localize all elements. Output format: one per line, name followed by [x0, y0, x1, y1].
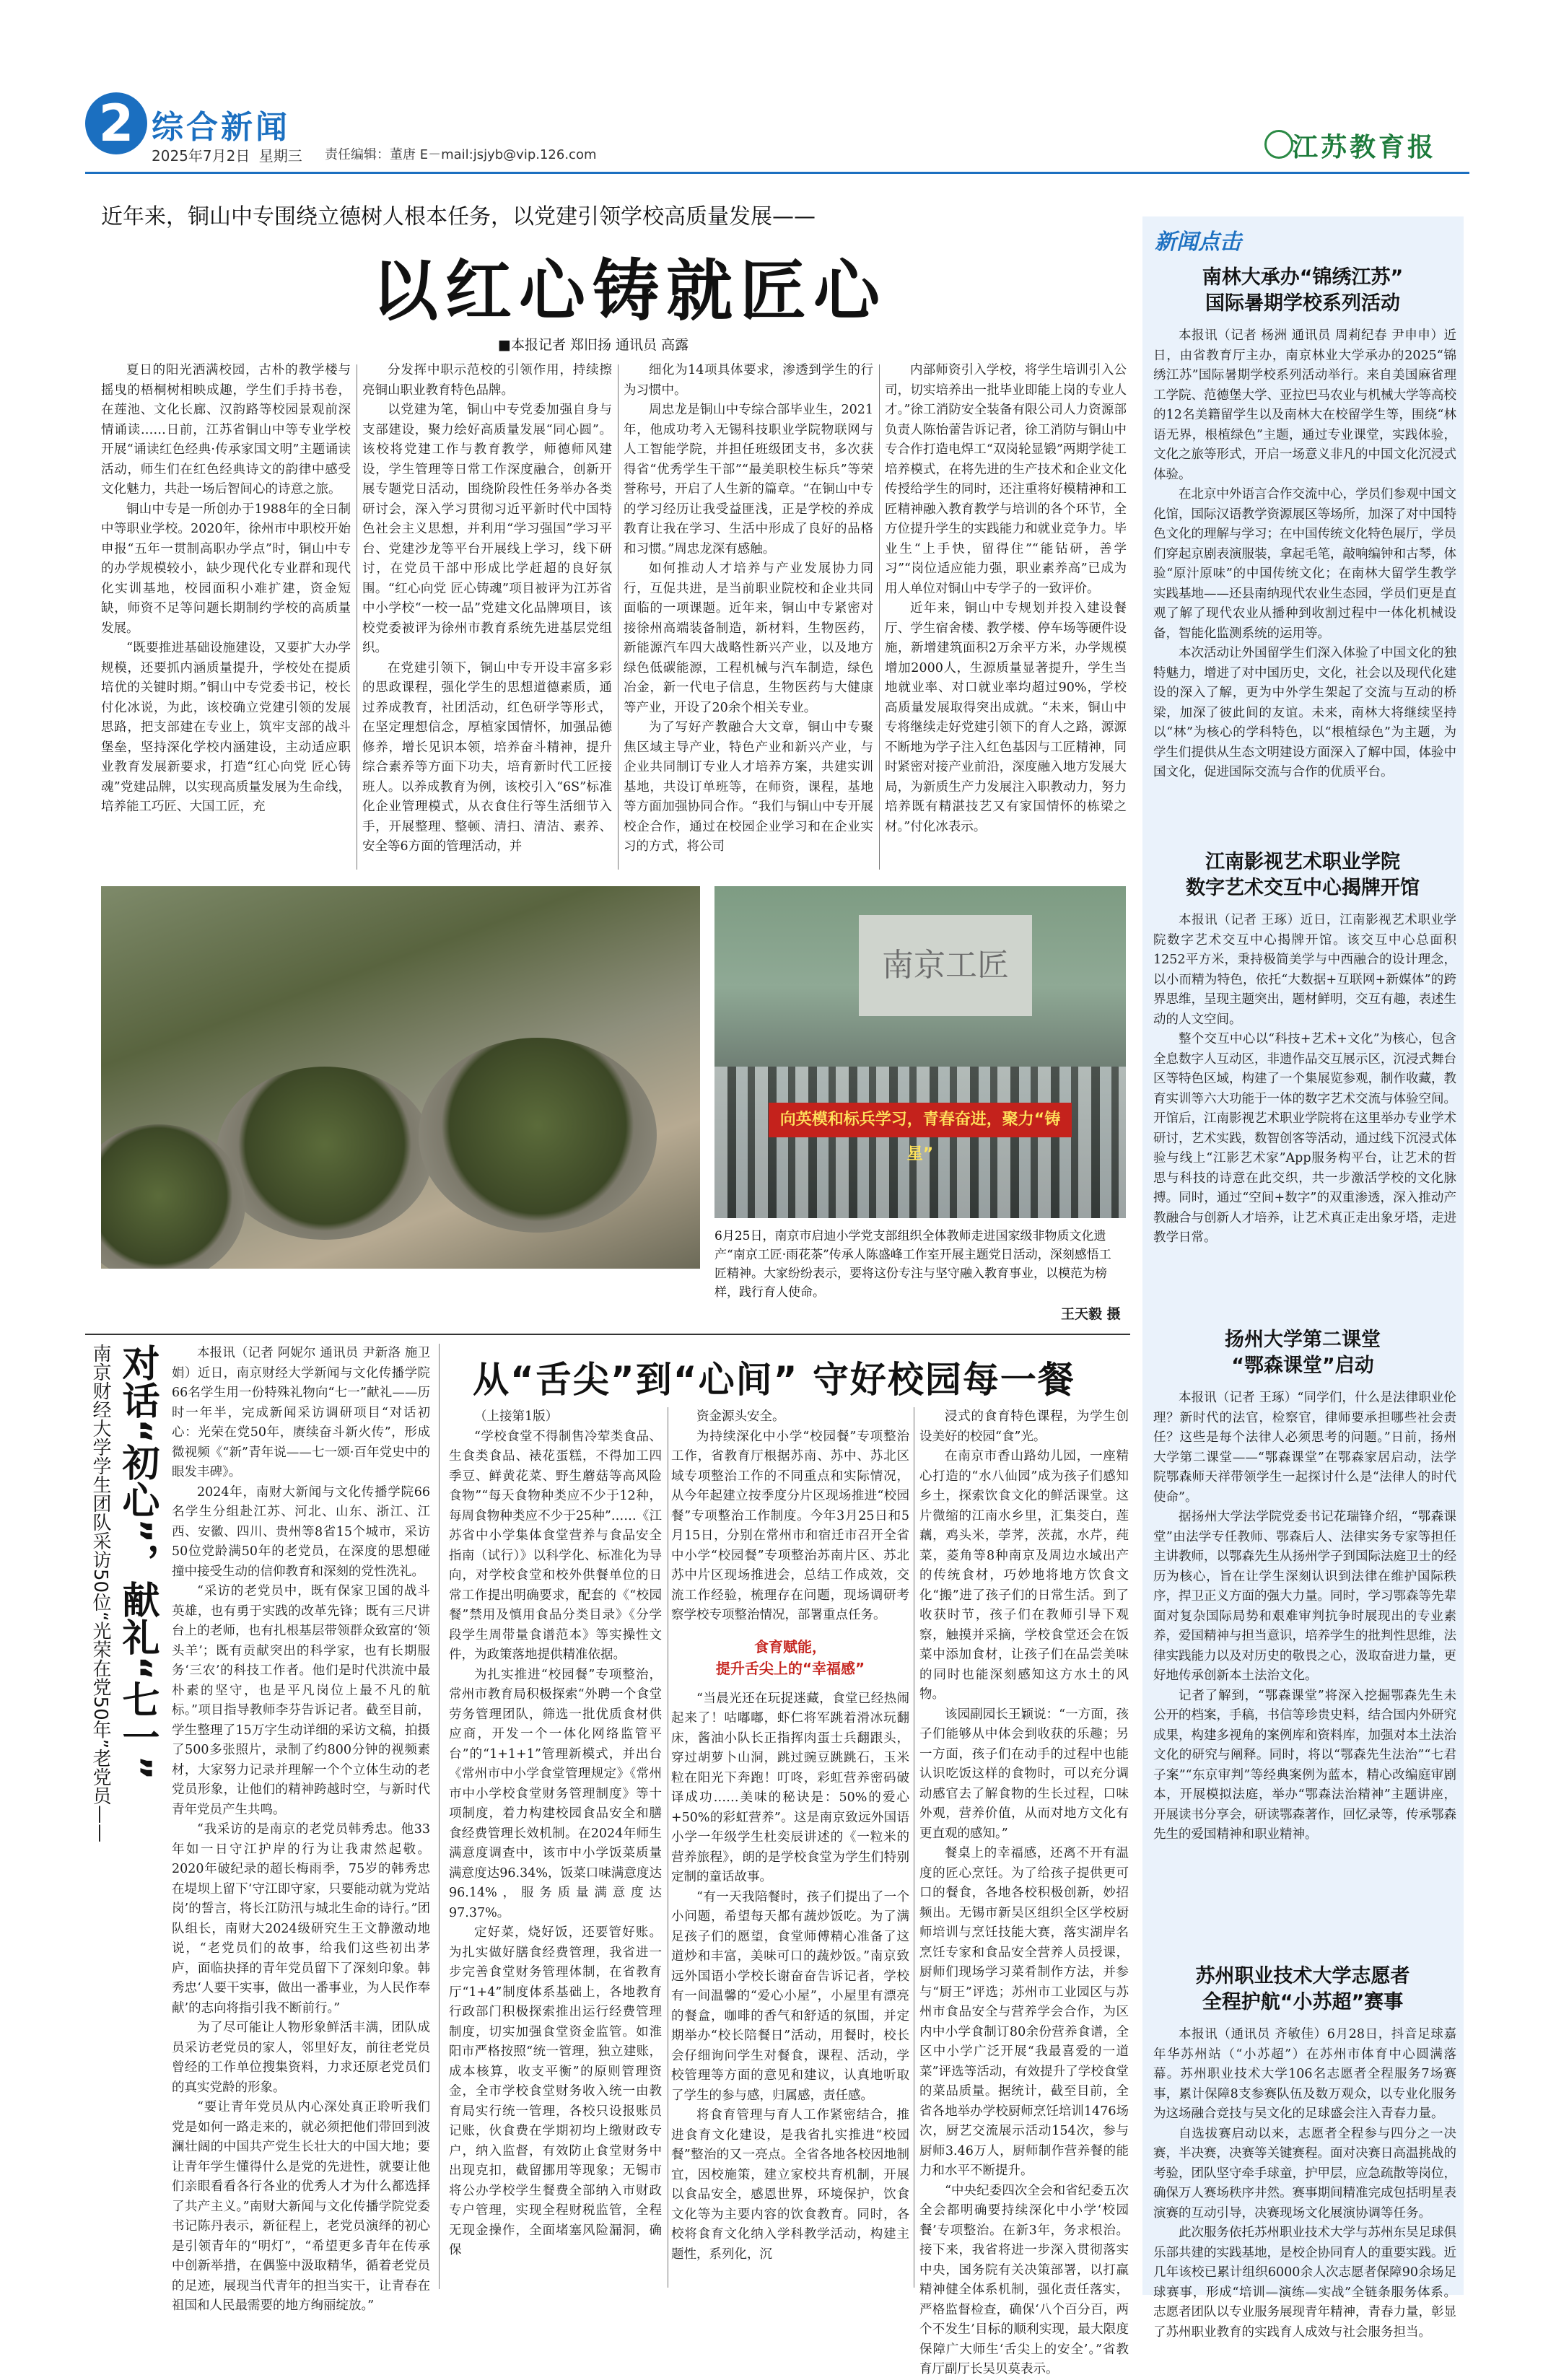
lead-kicker: 近年来，铜山中专围绕立德树人根本任务，以党建引领学校高质量发展—— — [101, 204, 816, 229]
food-column-3: 浸式的食育特色课程，为学生创设美好的校园“食”光。 在南京市香山路幼儿园，一座精心打造的“水八仙园”成为孩子们感知乡土，探索饮食文化的鲜活课堂。这片微缩的江南水乡里，汇集茭白，莲藕，鸡头米，荸荠，茨菰，水芹，莼菜，菱角等8种南京及周边水域出产的传统食材，巧妙地将地方饮食文化“搬”进了孩子们的日常生活。到了收获时节，孩子们在教师引导下观察，触摸并采摘，学校食堂还会在饭菜中添加食材，让孩子们在品尝美味的同时也能深刻感知这方水土的风物。 该园副园长王颖说：“一方面，孩子们能够从中体会到收获的乐趣；另一方面，孩子们在动手的过程中也能认识吃饭这样的食物时，可以充分调动感官去了解食物的生长过程，口味外观，营养价值，从而对地方文化有更直观的感知。” 餐桌上的幸福感，还离不开有温度的匠心烹饪。为了给孩子提供更可口的餐食，各地各校积极创新，妙招频出。无锡市新吴区组织全区学校厨师培训与烹饪技能大赛，落实湖岸名烹饪专家和食品安全营养人员授课，厨师们现场学习菜肴制作方法，并参与“厨王”评选；苏州市工业园区与苏州市食品安全与营养学会合作，为区内中小学食制订80余份营养食谱，全区中小学广泛开展“我最喜爱的一道菜”评选等活动，有效提升了学校食堂的菜品质量。据统计，截至目前，全省各地举办学校厨师烹饪培训1476场次，厨艺交流展示活动154次，参与厨师3.46万人，厨师制作营养餐的能力和水平不断提升。 “中央纪委四次全会和省纪委五次全会都明确要持续深化中小学‘校园餐’专项整治。在新3年，务求根治。接下来，我省将进一步深入贯彻落实中央，国务院有关决策部署，以打赢精神健全体系机制，强化责任落实，严格监督检查，确保‘八个百分百，两个不发生’目标的顺利实现，最大限度保障广大师生‘舌尖上的安全’。”省教育厅副厅长吴贝莫表示。 — [919, 1409, 1129, 2376]
feature-subhead: 南京财经大学学生团队采访50位“光荣在党50年”老党员—— — [89, 1344, 111, 1843]
sidebar-story-4-title-b: 全程护航“小苏超”赛事 — [1202, 1991, 1404, 2013]
food-headline: 从“舌尖”到“心间” 守好校园每一餐 — [473, 1359, 1075, 1401]
photo-sign: 南京工匠 — [859, 915, 1032, 1016]
feature-body: 本报讯（记者 阿妮尔 通讯员 尹新洛 施卫娟）近日，南京财经大学新闻与文化传播学院66名学生用一份特殊礼物向“七一”献礼——历时一年半，完成新闻采访调研项目“对话初心：光荣在党50年，赓续奋斗新火传”，形成微视频《“新”青年说——七一颂·百年党史中的眼发丰碑》。 2024年，南财大新闻与文化传播学院66名学生分组赴江苏、河北、山东、浙江、江西、安徽、四川、贵州等8省15个城市，采访50位党龄满50年的老党员，在深度的思想碰撞中接受生动的信仰教育和深刻的党性洗礼。 “采访的老党员中，既有保家卫国的战斗英雄，也有勇于实践的改革先锋；既有三尺讲台上的老师，也有扎根基层带领群众致富的‘领头羊’；既有贡献突出的科学家，也有长期服务‘三农’的科技工作者。他们是时代洪流中最朴素的坚守，也是平凡岗位上最不凡的航标。”项目指导教师李芬告诉记者。截至目前，学生整理了15万字生动详细的采访文稿，拍摄了500多张照片，录制了约800分钟的视频素材，大家努力记录并理解一个个立体生动的老党员形象，让他们的精神跨越时空，与新时代青年党员产生共鸣。 “我采访的是南京的老党员韩秀忠。他33年如一日守江护岸的行为让我肃然起敬。2020年破纪录的超长梅雨季，75岁的韩秀忠在堤坝上留下‘守江即守家，只要能动就为党站岗’的誓言，将长江防汛与城北生命的诗行。”团队组长，南财大2024级研究生王文静激动地说，“老党员们的故事，给我们这些初出茅庐，面临抉择的青年党员留下了深刻印象。韩秀忠‘人要干实事，做出一番事业，为人民作奉献’的志向将指引我不断前行。” 为了尽可能让人物形象鲜活丰满，团队成员采访老党员的家人，邻里好友，前往老党员曾经的工作单位搜集资料，力求还原老党员们的真实党龄的形象。 “要让青年党员从内心深处真正聆听我们党是如何一路走来的，就必须把他们带回到波澜壮阔的中国共产党生长壮大的中国大地；要让青年学生懂得什么是党的先进性，就要让他们亲眼看看各行各业的优秀人才为什么都选择了共产主义。”南财大新闻与文化传播学院党委书记陈丹表示，新征程上，老党员演绎的初心是引领青年的“明灯”，“希望更多青年在传承中创新举措，在偶鉴中汲取精华，循着老党员的足迹，展现当代青年的担当实干，让青春在祖国和人民最需要的地方绚丽绽放。” — [172, 1346, 430, 2313]
food-subhead — [671, 1636, 909, 1679]
lead-column-2: 分发挥中职示范校的引领作用，持续擦亮铜山职业教育特色品牌。 以党建为笔，铜山中专党委加强自身与支部建设，聚力绘好高质量发展“同心圆”。该校将党建工作与教育教学，师德师风建设，学生管理等日常工作深度融合，创新开展专题党日活动，围绕阶段性任务举办各类研讨会，深入学习贯彻习近平新时代中国特色社会主义思想，并利用“学习强国”学习平台、党建沙龙等平台开展线上学习，线下研讨，在党员干部中形成比学赶超的良好氛围。“红心向党 匠心铸魂”项目被评为江苏省中小学校“一校一品”党建文化品牌项目，该校党委被评为徐州市教育系统先进基层党组织。 在党建引领下，铜山中专开设丰富多彩的思政课程，强化学生的思想道德素质，通过养成教育，社团活动，红色研学等形式，在坚定理想信念，厚植家国情怀，加强品德修养，增长见识本领，培养奋斗精神，提升综合素养等方面下功夫，培育新时代工匠接班人。以养成教育为例，该校引入“6S”标准化企业管理模式，从衣食住行等生活细节入手，开展整理、整顿、清扫、清洁、素养、安全等6方面的管理活动，并 — [362, 363, 612, 854]
food-subhead-line-1: 食育赋能， — [754, 1637, 826, 1655]
lead-column-1: 夏日的阳光洒满校园，古朴的教学楼与摇曳的梧桐树相映成趣，学生们手持书卷，在莲池、文化长廊、汉韵路等校园景观前深情诵读……日前，江苏省铜山中等专业学校开展“诵读红色经典·传承家国文明”主题诵读活动，师生们在红色经典诗文的韵律中感受文化魅力，共赴一场后智间心的诗意之旅。 铜山中专是一所创办于1988年的全日制中等职业学校。2020年，徐州市中职校开始申报“五年一贯制高职办学点”时，铜山中专的办学规模较小，缺少现代化专业群和现代化实训基地，校园面积小难扩建，资金短缺，师资不足等问题长期制约学校的高质量发展。 “既要推进基础设施建设，又要扩大办学规模，还要抓内涵质量提升，学校处在提质培优的关键时期。”铜山中专党委书记，校长付化冰说，为此，该校确立党建引领的发展思路，把支部建在专业上，筑牢支部的战斗堡垒，坚持深化学校内涵建设，主动适应职业教育发展新要求，打造“红心向党 匠心铸魂”党建品牌，以实现高质量发展为生命线，培养能工巧匠、大国工匠，充 — [101, 363, 351, 814]
tea-craft-photo — [101, 886, 700, 1269]
lead-column-3: 细化为14项具体要求，渗透到学生的行为习惯中。 周忠龙是铜山中专综合部毕业生，2021年，他成功考入无锡科技职业学院物联网与人工智能学院，并担任班级团支书，多次获得省“优秀学生干部”“最美职校生标兵”等荣誉称号，开启了人生新的篇章。“在铜山中专的学习经历让我受益匪浅，正是学校的养成教育让我在学习、生活中形成了良好的品格和习惯。”周忠龙深有感触。 如何推动人才培养与产业发展协力同行，互促共进，是当前职业院校和企业共同面临的一项课题。近年来，铜山中专紧密对接徐州高端装备制造，新材料，生物医药，新能源汽车四大战略性新兴产业，以及地方绿色低碳能源，工程机械与汽车制造，绿色冶金，新一代电子信息，生物医药与大健康等产业，开设了20余个相关专业。 为了写好产教融合大文章，铜山中专聚焦区域主导产业，特色产业和新兴产业，与企业共同制订专业人才培养方案，共建实训基地，共设订单班等，在师资，课程，基地等方面加强协同合作。“我们与铜山中专开展校企合作，通过在校园企业学习和在企业实习的方式，将公司 — [624, 363, 873, 854]
lead-column-4: 内部师资引入学校，将学生培训引入公司，切实培养出一批毕业即能上岗的专业人才。”徐工消防安全装备有限公司人力资源部负责人陈怡蕾告诉记者，徐工消防与铜山中专合作打造电焊工“双岗轮显锻”两期学徒工培养模式，在将先进的生产技术和企业文化传授给学生的同时，还注重将好模精神和工匠精神融入教育教学与培训的各个环节，全方位提升学生的实践能力和就业竞争力。毕业生“上手快，留得住”“能钻研，善学习”“岗位适应能力强，职业素养高”已成为用人单位对铜山中专学子的一致评价。 近年来，铜山中专规划并投入建设餐厅、学生宿舍楼、教学楼、停车场等硬件设施，新增建筑面积2万余平方米，办学规模增加2000人，生源质量显著提升，学生当地就业率、对口就业率均超过90%，学校高质量发展取得突出成就。“未来，铜山中专将继续走好党建引领下的育人之路，源源不断地为学子注入红色基因与工匠精神，同时紧密对接产业前沿，深度融入地方发展大局，为新质生产力发展注入职教动力，努力培养既有精湛技艺又有家国情怀的栋梁之材。”付化冰表示。 — [885, 363, 1127, 834]
sidebar-story-1-body: 本报讯（记者 杨洲 通讯员 周莉纪春 尹申申）近日，由省教育厅主办，南京林业大学承办的2025“锦绣江苏”国际暑期学校系列活动举行。来自美国麻省理工学院、范德堡大学、亚拉巴马农业与机械大学等高校的12名美籍留学生以及南林大在校留学生等，围绕“林语无界，根植绿色”主题，通过专业课堂，实践体验，文化之旅等形式，开启一场意义非凡的中国文化沉浸式体验。 在北京中外语言合作交流中心，学员们参观中国文化馆，国际汉语教学资源展区等场所，加深了对中国特色文化的理解与学习；在中国传统文化特色展厅，学员们穿起京剧表演服装，拿起毛笔，敲响编钟和古琴，体验“原汁原味”的中国传统文化；在南林大留学生教学实践基地——还县南纳现代农业生态园，学员们更是直观了解了现代农业从播种到收割过程中一体化机械设备，智能化监测系统的运用等。 本次活动让外国留学生们深入体验了中国文化的独特魅力，增进了对中国历史，文化，社会以及现代化建设的深入了解，更为中外学生架起了交流与互动的桥梁，加深了彼此间的友谊。未来，南林大将继续坚持以“林”为核心的学科特色，以“根植绿色”为主题，为学生们提供从生态文明建设方面深入了解中国，体验中国文化，促进国际交流与合作的优质平台。 — [1153, 328, 1456, 779]
photo-credit: 王天毅 摄 — [1061, 1306, 1121, 1322]
sidebar-story-4-body: 本报讯（通讯员 齐敏佳）6月28日，抖音足球嘉年华苏州站（“小苏超”）在苏州市体育中心圆满落幕。苏州职业技术大学106名志愿者全程服务7场赛事，累计保障8支参赛队伍及数万观众，以专业化服务为这场融合竞技与吴文化的足球盛会注入青春力量。 自选拔赛启动以来，志愿者全程参与四分之一决赛，半决赛，决赛等关键赛程。面对决赛日高温挑战的考验，团队坚守牵手球童，护甲层，应急疏散等岗位，确保万人赛场秩序井然。赛事期间精准完成包括明星表演赛的互动引导，决赛现场文化展演协调等任务。 此次服务依托苏州职业技术大学与苏州东吴足球俱乐部共建的实践基地，是校企协同育人的重要实践。近几年该校已累计组织6000余人次志愿者保障90余场足球赛事，形成“培训—演练—实战”全链条服务体系。志愿者团队以专业服务展现青年精神，青春力量，彰显了苏州职业教育的实践育人成效与社会服务担当。 — [1153, 2027, 1456, 2340]
sidebar-story-3-title-a: 扬州大学第二课堂 — [1225, 1329, 1381, 1351]
sidebar-story-4-title-a: 苏州职业技术大学志愿者 — [1195, 1965, 1410, 1987]
group-photo — [714, 886, 1126, 1218]
food-column-1: （上接第1版） “学校食堂不得制售冷荤类食品、生食类食品、裱花蛋糕，不得加工四季豆、鲜黄花菜、野生蘑菇等高风险食物”“每天食物种类应不少于12种，每周食物种类应不少于25种”……《江苏省中小学集体食堂营养与食品安全指南（试行）》以科学化、标准化为导向，对学校食堂和校外供餐单位的日常工作提出明确要求，配套的《“校园餐”禁用及慎用食品分类目录》《分学段学生周带量食谱范本》等实操性文件，为政策落地提供精准依据。 为扎实推进“校园餐”专项整治，常州市教育局积极探索“外聘一个食堂劳务管理团队，筛选一批优质食材供应商，开发一个一体化网络监管平台”的“1+1+1”管理新模式，并出台《常州市中小学食堂管理规定》《常州市中小学校食堂财务管理制度》等十项制度，着力构建校园食品安全和膳食经费管理长效机制。在2024年师生满意度调查中，该市中小学饭菜质量满意度达96.34%，饭菜口味满意度达96.14%，服务质量满意度达97.37%。 定好菜，烧好饭，还要管好账。为扎实做好膳食经费管理，我省进一步完善食堂财务管理体制，在省教育厅“1+4”制度体系基础上，各地教育行政部门积极探索推出运行经费管理制度，切实加强食堂资金监管。如淮阳市严格按照“统一管理，独立建账，成本核算，收支平衡”的原则管理资金，全市学校食堂财务收入统一由教育局实行统一管理，各校只设报账员记账，伙食费在学期初均上缴财政专户，纳入监督，有效防止食堂财务中出现克扣，截留挪用等现象；无锡市将公办学校学生餐费全部纳入市财政专户管理，实现全程财税监管，全程无现金操作，全面堵塞风险漏洞，确保 — [449, 1409, 662, 2257]
feature-headline: 对话“初心”，献礼“七一” — [115, 1344, 159, 1780]
sidebar-story-1-title-a: 南林大承办“锦绣江苏” — [1202, 266, 1404, 289]
issue-date: 2025年7月2日 星期三 — [152, 147, 302, 165]
sidebar-story-1-title-b: 国际暑期学校系列活动 — [1205, 292, 1400, 315]
editor-info: 责任编辑：董唐 E－mail:jsjyb@vip.126.com — [325, 147, 597, 162]
photo-caption: 6月25日，南京市启迪小学党支部组织全体教师走进国家级非物质文化遗产“南京工匠·雨花茶”传承人陈盛峰工作室开展主题党日活动，深刻感悟工匠精神。大家纷纷表示，要将这份专注与坚守融入教育事业，以模范为榜样，践行育人使命。 — [714, 1229, 1111, 1300]
newspaper-logo-icon — [1264, 130, 1293, 159]
sidebar-header: 新闻点击 — [1155, 229, 1241, 255]
masthead-rule — [85, 172, 1469, 174]
sidebar-story-3-body: 本报讯（记者 王琢）“同学们，什么是法律职业伦理？新时代的法官，检察官，律师要承担哪些社会责任？这些是每个法律人必须思考的问题。”日前，扬州大学第二课堂——“鄂森课堂”在鄂森家居启动，法学院鄂森师天祥带领学生一起探讨什么是“法律人的时代使命”。 据扬州大学法学院党委书记花瑞锋介绍，“鄂森课堂”由法学专任教师、鄂森后人、法律实务专家等担任主讲教师，以鄂森先生从扬州学子到国际法庭卫士的经历为核心，旨在让学生深刻认识到法律在维护国际秩序，捍卫正义方面的强大力量。同时，学习鄂森等先辈面对复杂国际局势和艰难审判抗争时展现出的专业素养，爱国精神与担当意识，培养学生的批判性思维，法律实践能力以及对历史的敬畏之心，汲取奋进力量，更好地传承创新本土法治文化。 记者了解到，“鄂森课堂”将深入挖掘鄂森先生未公开的档案，手稿，书信等珍贵史料，结合国内外研究成果，构建多视角的案例库和资料库，加强对本土法治文化的研究与阐释。同时，将以“鄂森先生法治”“七君子案”“东京审判”等经典案例为蓝本，精心改编庭审剧本，开展模拟法庭，举办“鄂森法治精神”主题讲座，开展读书分享会，研读鄂森著作，回忆录等，传承鄂森先生的爱国精神和职业精神。 — [1153, 1391, 1456, 1842]
lead-byline: ■本报记者 郑旧扬 通讯员 高露 — [498, 337, 689, 353]
lead-headline: 以红心铸就匠心 — [372, 253, 888, 330]
sidebar-story-2-title-b: 数字艺术交互中心揭牌开馆 — [1186, 877, 1420, 899]
photo-banner: 向英模和标兵学习，青春奋进，聚力“铸星” — [769, 1103, 1072, 1137]
sidebar-story-2-title-a: 江南影视艺术职业学院 — [1205, 851, 1400, 873]
page-number-badge: 2 — [85, 92, 147, 154]
newspaper-logo: 江苏教育报 — [1292, 132, 1437, 162]
food-subhead-line-2: 提升舌尖上的“幸福感” — [715, 1659, 865, 1677]
section-name: 综合新闻 — [152, 109, 290, 146]
food-column-2: 资金源头安全。 为持续深化中小学“校园餐”专项整治工作，省教育厅根据苏南、苏中、苏北区域专项整治工作的不同重点和实际情况，从今年起建立按季度分片区现场推进“校园餐”专项整治工作制度。今年3月25日和5月15日，分别在常州市和宿迁市召开全省中小学“校园餐”专项整治苏南片区、苏北苏中片区现场推进会，总结工作成效，交流工作经验，梳理存在问题，现场调研考察学校专项整治情况，部署重点任务。 食育赋能， 提升舌尖上的“幸福感” “当晨光还在玩捉迷藏，食堂已经热闹起来了！咕嘟嘟，虾仁将军跳着滑冰玩翻床，酱油小队长正指挥肉蛋士兵翻跟头，穿过胡萝卜山洞，跳过豌豆跳跳石，玉米粒在阳光下奔跑！叮咚，彩虹营养密码破译成功……美味的秘诀是：50%的爱心+50%的彩虹营养”。这是南京致远外国语小学一年级学生杜奕辰讲述的《一粒米的营养旅程》，朗的是学校食堂为学生们特别定制的童话故事。 “有一天我陪餐时，孩子们提出了一个小问题，希望每天都有蔬炒饭吃。为了满足孩子们的愿望，食堂师傅精心准备了这道炒和丰富，美味可口的蔬炒饭。”南京致远外国语小学校长谢奋奋告诉记者，学校有一间温馨的“爱心小屋”，小屋里有漂亮的餐盒，咖啡的香气和舒适的氛围，并定期举办“校长陪餐日”活动，用餐时，校长会仔细询问学生对餐食，课程、活动，学校管理等方面的意见和建议，认真地听取了学生的参与感，归属感，责任感。 将食育管理与育人工作紧密结合，推进食育文化建设，是我省扎实推进“校园餐”整治的又一亮点。全省各地各校因地制宜，因校施策，建立家校共育机制，开展以食品安全，感恩世界，环境保护，饮食文化等为主要内容的饮食教育。同时，各校将食育文化纳入学科教学活动，构建主题性，系列化，沉 — [671, 1409, 909, 2262]
sidebar-story-3-title-b: “鄂森课堂”启动 — [1231, 1355, 1374, 1377]
sidebar-story-2-body: 本报讯（记者 王琢）近日，江南影视艺术职业学院数字艺术交互中心揭牌开馆。该交互中心总面积1252平方米，秉持极简美学与中西融合的设计理念，以小而精为特色，依托“大数据+互联网+新媒体”的跨界思维，呈现主题突出，题材鲜明，交互有趣，表述生动的人文空间。 整个交互中心以“科技+艺术+文化”为核心，包含全息数字人互动区，非遗作品交互展示区，沉浸式舞台区等特色区域，构建了一个集展览参观，制作收藏，教育实训等六大功能于一体的数字艺术交流与体验空间。开馆后，江南影视艺术职业学院将在这里举办专业学术研讨，艺术实践，数智创客等活动，通过线下沉浸式体验与线上“江影艺术家”App服务构平台，让艺术的哲思与科技的诗意在此交织，共一步激活学校的文化脉搏。同时，通过“空间+数字”的双重渗透，深入推动产教融合与创新人才培养，让艺术真正走出象牙塔，走进教学日常。 — [1153, 913, 1456, 1245]
